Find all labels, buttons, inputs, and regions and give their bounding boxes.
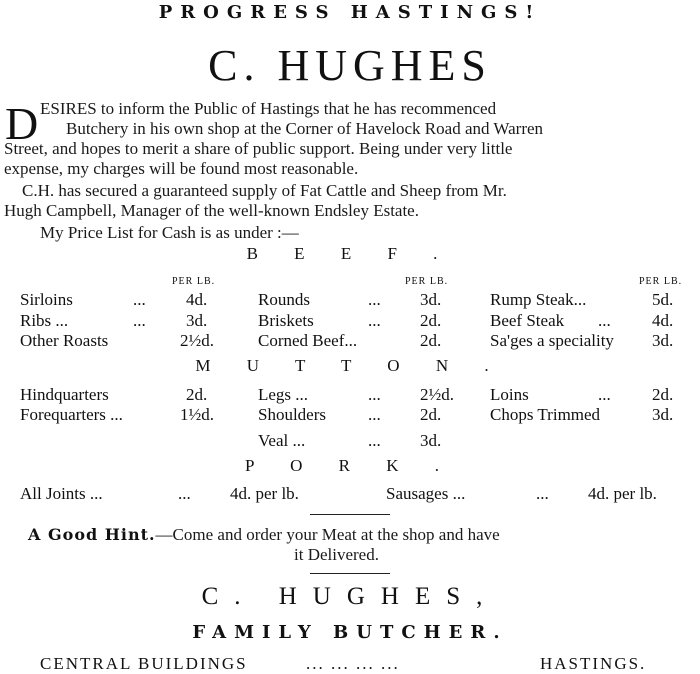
leader-dots: ...: [368, 431, 381, 450]
per-lb-label-col3: PER LB.: [639, 276, 683, 287]
price-item-name: Shoulders: [258, 405, 326, 424]
trade-title: FAMILY BUTCHER.: [192, 622, 508, 643]
price-item-name: Ribs ...: [20, 311, 69, 330]
leader-dots: ...: [178, 484, 191, 503]
price-item-name: Briskets: [258, 311, 314, 330]
signature: C. HUGHES,: [201, 583, 499, 610]
leader-dots: ...: [368, 311, 381, 330]
price-value: 3d.: [420, 290, 442, 309]
price-value: 2½d.: [180, 331, 214, 350]
intro-line-5: C.H. has secured a guaranteed supply of Fat Cattle and Sheep from Mr.: [22, 181, 507, 200]
price-value: 4d.: [652, 311, 674, 330]
intro-line-7: My Price List for Cash is as under :—: [40, 223, 299, 242]
divider-rule: [310, 573, 390, 574]
price-item-name: Sausages ...: [386, 484, 466, 503]
price-item-name: Hindquarters: [20, 385, 109, 404]
price-value: 4d. per lb.: [588, 484, 657, 503]
leader-dots: ...: [368, 290, 381, 309]
price-value: 3d.: [652, 331, 674, 350]
price-value: 2d.: [420, 331, 442, 350]
price-item-name: Chops Trimmed: [490, 405, 601, 424]
price-item-name: Rump Steak...: [490, 290, 587, 309]
hint-line: [28, 525, 500, 544]
intro-line-3: Street, and hopes to merit a share of public support. Being under very little: [4, 139, 513, 158]
mutton-heading: M U T T O N .: [195, 356, 505, 375]
leader-dots: ...: [368, 405, 381, 424]
leader-dots: ...: [133, 311, 146, 330]
price-value: 2d.: [186, 385, 208, 404]
leader-dots: ...: [598, 311, 611, 330]
beef-heading: B E E F .: [246, 244, 454, 263]
price-item-name: All Joints ...: [20, 484, 103, 503]
price-value: 5d.: [652, 290, 674, 309]
price-value: 3d.: [186, 311, 208, 330]
price-item-name: Beef Steak: [490, 311, 565, 330]
pork-heading: P O R K .: [245, 456, 455, 475]
headline: PROGRESS HASTINGS!: [158, 2, 542, 23]
price-value: 2½d.: [420, 385, 454, 404]
price-value: 1½d.: [180, 405, 214, 424]
per-lb-label-col2: PER LB.: [405, 276, 449, 287]
per-lb-label-col1: PER LB.: [172, 276, 216, 287]
intro-line-4: expense, my charges will be found most reasonable.: [4, 159, 359, 178]
proprietor-name: C. HUGHES: [208, 41, 492, 90]
hint-label: A Good Hint.: [28, 525, 156, 544]
price-item-name: Other Roasts: [20, 331, 109, 350]
divider-rule: [310, 514, 390, 515]
drop-cap: D: [5, 98, 39, 149]
intro-line-6: Hugh Campbell, Manager of the well-known Endsley Estate.: [4, 201, 419, 220]
price-value: 4d. per lb.: [230, 484, 299, 503]
hint-text: —Come and order your Meat at the shop and have: [155, 525, 500, 544]
address-left: CENTRAL BUILDINGS: [40, 654, 248, 673]
leader-dots: ...: [598, 385, 611, 404]
price-item-name: Corned Beef...: [258, 331, 358, 350]
price-item-name: Legs ...: [258, 385, 309, 404]
price-item-name: Forequarters ...: [20, 405, 123, 424]
price-item-name: Rounds: [258, 290, 310, 309]
price-value: 4d.: [186, 290, 208, 309]
leader-dots: ...: [133, 290, 146, 309]
price-item-name: Sirloins: [20, 290, 73, 309]
price-item-name: Sa'ges a speciality: [490, 331, 614, 350]
leader-dots: ...: [368, 385, 381, 404]
leader-dots: ...: [536, 484, 549, 503]
hint-text-continued: it Delivered.: [294, 545, 379, 564]
price-value: 3d.: [652, 405, 674, 424]
price-value: 2d.: [420, 311, 442, 330]
price-value: 2d.: [652, 385, 674, 404]
intro-line-2: Butchery in his own shop at the Corner of Havelock Road and Warren: [66, 119, 544, 138]
address-right: HASTINGS.: [540, 654, 647, 673]
price-item-name: Loins: [490, 385, 529, 404]
intro-line-1: ESIRES to inform the Public of Hastings that he has recommenced: [40, 99, 497, 118]
veal-name: Veal ...: [258, 431, 306, 450]
price-value: 2d.: [420, 405, 442, 424]
veal-price: 3d.: [420, 431, 442, 450]
address-dots: ... ... ... ...: [306, 654, 400, 673]
